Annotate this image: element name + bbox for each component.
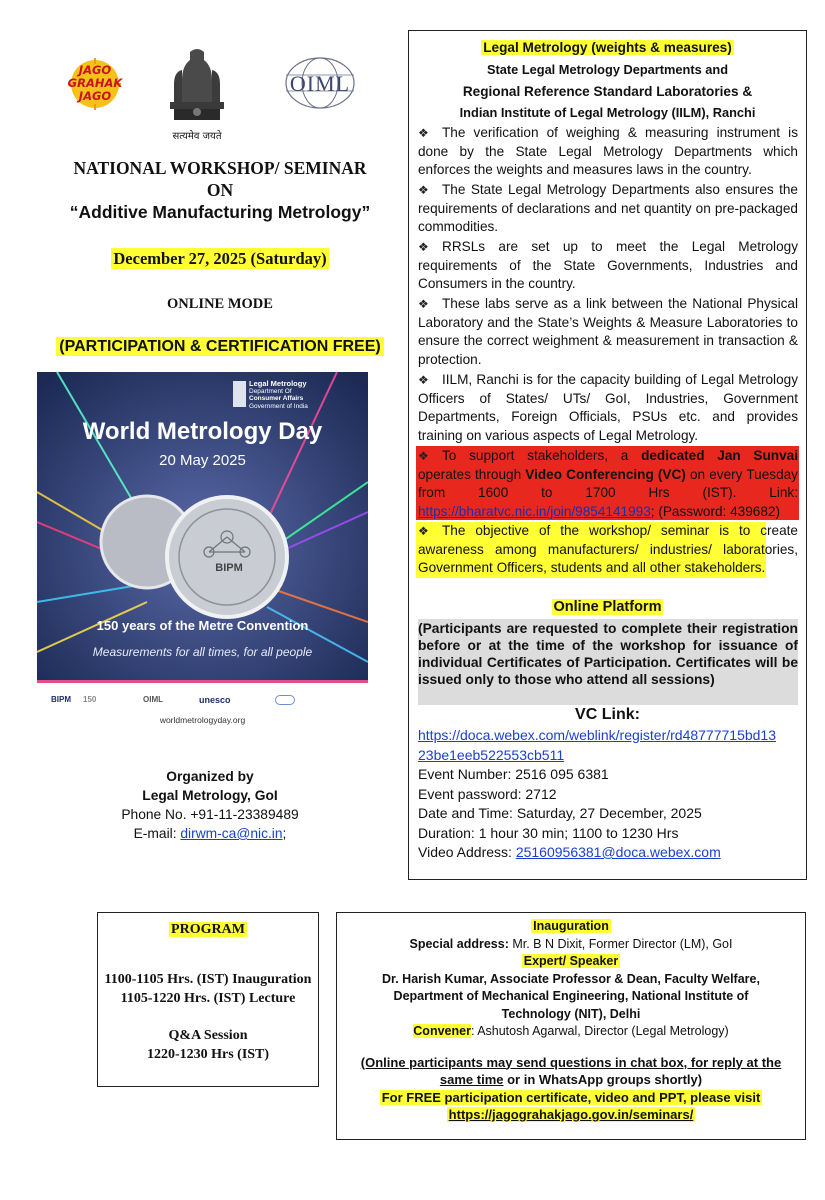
world-metrology-day-poster	[37, 372, 368, 738]
bullet-4	[418, 295, 798, 369]
program-line-2: 1105-1220 Hrs. (IST) Lecture	[120, 991, 296, 1006]
national-emblem-logo	[152, 42, 242, 142]
poster-oiml-logo: OIML	[143, 695, 163, 704]
bullet-5-text: IILM, Ranchi is for the capacity building of Legal Metrology Officers of States/ UTs/ GoI, Industries, Government Departments, Foreign Officials, PSUs etc. and provides training on various aspects of Legal Metrology.	[418, 372, 798, 443]
poster-coin-text: BIPM	[215, 562, 243, 574]
event-date-wrap	[20, 249, 420, 269]
inauguration-content	[336, 918, 806, 1124]
bullet-3-text: RRSLs are set up to meet the Legal Metrology requirements of the State Governments, Industries and Consumers in the country.	[418, 239, 798, 292]
vc-link-url-2[interactable]: 23be1eeb522553cb511	[418, 746, 565, 763]
poster-emblem-icon	[233, 381, 246, 407]
organizer-email-link[interactable]: dirwm-ca@nic.in	[180, 826, 283, 841]
jan-sunvai-password: ; (Password: 439682)	[650, 503, 780, 519]
diamond-bullet-icon: ❖	[418, 240, 429, 254]
poster-url: worldmetrologyday.org	[159, 715, 246, 725]
title-line-3: “Additive Manufacturing Metrology”	[69, 202, 371, 222]
diamond-bullet-icon: ❖	[418, 524, 429, 538]
jan-sunvai-bullet	[418, 447, 798, 521]
poster-dept-line-1: Legal Metrology	[249, 379, 307, 388]
right-heading-block	[408, 38, 807, 123]
oiml-text: OIML	[289, 71, 351, 96]
convener-text: : Ashutosh Agarwal, Director (Legal Metrology)	[470, 1024, 729, 1038]
jan-sunvai-link[interactable]: https://bharatvc.nic.in/join/9854141993	[418, 503, 651, 519]
questions-text-2b: or in WhatsApp groups shortly)	[503, 1072, 703, 1087]
program-content	[97, 920, 319, 1064]
free-banner-wrap	[20, 338, 420, 356]
questions-text-2a: same time	[439, 1072, 504, 1087]
jan-sunvai-bold-2: Video Conferencing (VC)	[525, 466, 686, 482]
diamond-bullet-icon: ❖	[418, 126, 429, 140]
title-line-1: NATIONAL WORKSHOP/ SEMINAR	[73, 158, 367, 178]
objective-text: The objective of the workshop/ seminar is to create awareness among manufacturers/ industries/ laboratories, Government Officers, students and all other stakeholders.	[418, 523, 798, 576]
diamond-bullet-icon: ❖	[418, 297, 429, 311]
special-address-line	[336, 936, 806, 954]
objective-bullet	[418, 522, 798, 578]
program-line-3: Q&A Session	[168, 1028, 248, 1043]
poster-date: 20 May 2025	[159, 452, 246, 469]
event-password: Event password: 2712	[418, 785, 557, 802]
metrology-decade-logo	[275, 695, 295, 705]
unesco-logo: unesco	[199, 695, 231, 705]
right-sub-3: Indian Institute of Legal Metrology (IILM), Ranchi	[459, 105, 756, 120]
emblem-motto: सत्यमेव जयते	[172, 131, 222, 142]
speaker-line-3: Technology (NIT), Delhi	[501, 1006, 641, 1021]
special-address-text: Mr. B N Dixit, Former Director (LM), GoI	[512, 936, 733, 951]
bullet-4-text: These labs serve as a link between the National Physical Laboratory and the State’s Weights & Measure Laboratories to ensure the correct weighment & measurement in transaction & protection.	[418, 296, 798, 367]
vc-link-label: VC Link:	[575, 706, 640, 723]
expert-speaker-label: Expert/ Speaker	[523, 954, 619, 968]
diamond-bullet-icon: ❖	[418, 373, 429, 387]
event-number: Event Number: 2516 095 6381	[418, 766, 609, 782]
vc-details	[418, 726, 808, 863]
event-date: December 27, 2025 (Saturday)	[113, 249, 327, 268]
poster-title: World Metrology Day	[82, 418, 323, 445]
free-certificate-line: For FREE participation certificate, video and PPT, please visit	[381, 1089, 761, 1105]
poster-dept-logo	[249, 380, 364, 410]
poster-tagline: 150 years of the Metre Convention	[96, 618, 309, 633]
bullet-5	[418, 371, 798, 445]
oiml-logo	[280, 55, 360, 111]
right-sub-2: Regional Reference Standard Laboratories &	[462, 84, 753, 99]
video-address-link[interactable]: 25160956381@doca.webex.com	[515, 844, 721, 860]
jago-grahak-jago-logo	[60, 58, 130, 110]
inauguration-title: Inauguration	[533, 919, 609, 933]
jan-sunvai-text-1: To support stakeholders, a	[442, 448, 642, 463]
bullet-2	[418, 181, 798, 237]
poster-dept-line-2: Department Of	[249, 387, 292, 395]
questions-text-1: (Online participants may send questions in chat box, for reply at the	[360, 1054, 782, 1070]
poster-subline: Measurements for all times, for all people	[92, 645, 313, 659]
poster-footer-logos	[47, 695, 358, 711]
jan-sunvai-bold-1: dedicated Jan Sunvai	[641, 448, 798, 463]
diamond-bullet-icon: ❖	[418, 183, 429, 197]
diamond-bullet-icon: ❖	[418, 449, 429, 463]
bullet-1-text: The verification of weighing & measuring instrument is done by the State Legal Metrology Departments which enforces the weights and measures laws in the country.	[418, 125, 798, 178]
bullet-3	[418, 238, 798, 294]
organizer-email-line	[70, 824, 350, 843]
special-address-label: Special address:	[409, 936, 513, 951]
jan-sunvai-text-2: operates through	[418, 466, 526, 482]
poster-dept-line-4: Government of India	[249, 402, 308, 410]
program-line-4: 1220-1230 Hrs (IST)	[146, 1047, 270, 1062]
workshop-title	[20, 157, 420, 223]
convener-label: Convener	[413, 1024, 471, 1038]
title-line-2: ON	[206, 180, 234, 200]
right-sub-1: State Legal Metrology Departments and	[486, 62, 729, 77]
email-suffix: ;	[282, 826, 287, 841]
video-address-line	[418, 843, 808, 863]
seminar-link[interactable]: https://jagograhakjago.gov.in/seminars/	[448, 1107, 694, 1122]
jgj-logo-text: JAGO GRAHAK JAGO	[67, 63, 123, 103]
email-label: E-mail:	[133, 826, 181, 841]
online-platform-heading: Online Platform	[553, 599, 662, 615]
program-title: PROGRAM	[171, 922, 245, 937]
speaker-line-1: Dr. Harish Kumar, Associate Professor & Dean, Faculty Welfare,	[382, 971, 760, 986]
bipm-150-logo: 150	[83, 695, 97, 704]
poster-dept-line-3: Consumer Affairs	[249, 395, 304, 402]
organizer-block	[70, 767, 350, 843]
free-banner: (PARTICIPATION & CERTIFICATION FREE)	[56, 337, 383, 356]
convener-line	[336, 1023, 806, 1041]
questions-line-1	[336, 1054, 806, 1072]
bullet-1	[418, 124, 798, 180]
bipm-logo: BIPM	[51, 695, 71, 704]
vc-link-url-1[interactable]: https://doca.webex.com/weblink/register/rd48777715bd13	[418, 727, 776, 743]
speaker-line-2: Department of Mechanical Engineering, National Institute of	[393, 989, 749, 1003]
online-platform-heading-wrap	[408, 599, 807, 615]
bullet-2-text: The State Legal Metrology Departments also ensures the requirements of declarations and net quantity on pre-packaged commodities.	[418, 182, 798, 235]
program-line-1: 1100-1105 Hrs. (IST) Inauguration	[104, 972, 312, 987]
event-date-time: Date and Time: Saturday, 27 December, 2025	[418, 805, 702, 821]
video-address-label: Video Address:	[418, 844, 516, 860]
organizer-phone: Phone No. +91-11-23389489	[121, 807, 299, 822]
right-heading: Legal Metrology (weights & measures)	[483, 40, 732, 55]
organizer-name: Legal Metrology, GoI	[142, 788, 278, 803]
questions-line-2	[336, 1071, 806, 1089]
online-mode: ONLINE MODE	[167, 296, 273, 312]
organized-by-label: Organized by	[166, 769, 254, 784]
jan-sunvai-text-3: on every Tuesday from 1600 to 1700 Hrs (IST). Link:	[418, 466, 798, 501]
event-duration: Duration: 1 hour 30 min; 1100 to 1230 Hrs	[418, 824, 679, 841]
participants-note: (Participants are requested to complete their registration before or at the time of the workshop for issuance of individual Certificates of Participation. Certificates will be issued only to those who attend all sessions)	[418, 621, 798, 687]
